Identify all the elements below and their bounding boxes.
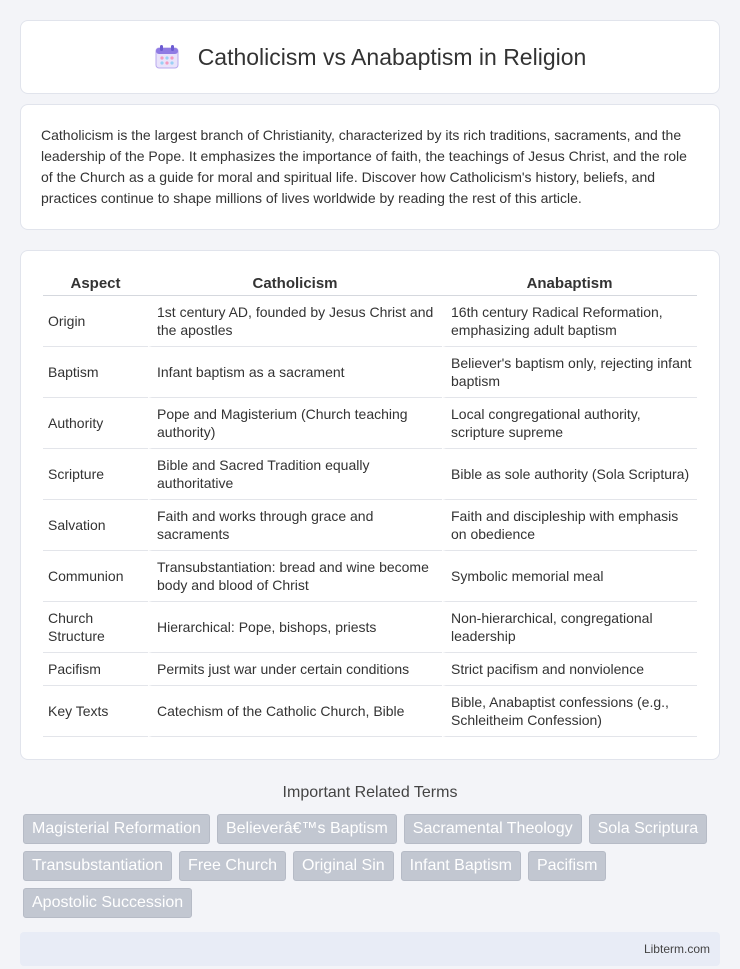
table-header-row <box>43 271 697 296</box>
catholicism-cell: Permits just war under certain conditions <box>148 653 442 686</box>
related-term-tag[interactable]: Original Sin <box>293 851 394 881</box>
related-terms-list <box>20 814 720 918</box>
table-row <box>43 500 697 551</box>
table-row <box>43 686 697 737</box>
catholicism-cell: Bible and Sacred Tradition equally authoritative <box>148 449 442 500</box>
table-row <box>43 653 697 686</box>
anabaptism-cell: Believer's baptism only, rejecting infant baptism <box>442 347 697 398</box>
related-term-tag[interactable]: Magisterial Reformation <box>23 814 210 844</box>
catholicism-cell: Infant baptism as a sacrament <box>148 347 442 398</box>
anabaptism-cell: Local congregational authority, scripture supreme <box>442 398 697 449</box>
anabaptism-cell: Bible as sole authority (Sola Scriptura) <box>442 449 697 500</box>
calendar-icon <box>154 44 180 70</box>
aspect-cell: Key Texts <box>43 686 148 737</box>
table-row <box>43 551 697 602</box>
anabaptism-cell: Strict pacifism and nonviolence <box>442 653 697 686</box>
page-header <box>20 20 720 94</box>
intro-text: Catholicism is the largest branch of Christianity, characterized by its rich traditions, sacraments, and the leadership of the Pope. It emphasizes the importance of faith, the teachings of Jesus Christ, and the role of the Church as a guide for moral and spiritual life. Discover how Catholicism's history, beliefs, and practices continue to shape millions of lives worldwide by reading the rest of this article. <box>41 127 687 206</box>
header-anabaptism: Anabaptism <box>442 271 697 296</box>
related-term-tag[interactable]: Transubstantiation <box>23 851 172 881</box>
comparison-table <box>43 271 697 737</box>
page-footer <box>20 932 720 966</box>
footer-site-link[interactable]: Libterm.com <box>643 942 710 956</box>
catholicism-cell: 1st century AD, founded by Jesus Christ and the apostles <box>148 296 442 347</box>
anabaptism-cell: 16th century Radical Reformation, emphasizing adult baptism <box>442 296 697 347</box>
related-term-tag[interactable]: Sola Scriptura <box>589 814 708 844</box>
header-aspect: Aspect <box>43 271 148 296</box>
aspect-cell: Salvation <box>43 500 148 551</box>
aspect-cell: Authority <box>43 398 148 449</box>
catholicism-cell: Hierarchical: Pope, bishops, priests <box>148 602 442 653</box>
header-catholicism: Catholicism <box>148 271 442 296</box>
related-term-tag[interactable]: Apostolic Succession <box>23 888 192 918</box>
related-term-tag[interactable]: Free Church <box>179 851 286 881</box>
related-term-tag[interactable]: Pacifism <box>528 851 606 881</box>
aspect-cell: Pacifism <box>43 653 148 686</box>
aspect-cell: Origin <box>43 296 148 347</box>
table-row <box>43 296 697 347</box>
anabaptism-cell: Non-hierarchical, congregational leadership <box>442 602 697 653</box>
catholicism-cell: Transubstantiation: bread and wine become body and blood of Christ <box>148 551 442 602</box>
page-title: Catholicism vs Anabaptism in Religion <box>197 43 587 70</box>
related-term-tag[interactable]: Sacramental Theology <box>404 814 582 844</box>
catholicism-cell: Pope and Magisterium (Church teaching authority) <box>148 398 442 449</box>
comparison-table-card <box>20 250 720 760</box>
anabaptism-cell: Bible, Anabaptist confessions (e.g., Schleitheim Confession) <box>442 686 697 737</box>
anabaptism-cell: Faith and discipleship with emphasis on obedience <box>442 500 697 551</box>
table-row <box>43 602 697 653</box>
table-row <box>43 449 697 500</box>
aspect-cell: Baptism <box>43 347 148 398</box>
table-row <box>43 398 697 449</box>
related-term-tag[interactable]: Believerâ€™s Baptism <box>217 814 397 844</box>
catholicism-cell: Faith and works through grace and sacraments <box>148 500 442 551</box>
related-term-tag[interactable]: Infant Baptism <box>401 851 521 881</box>
aspect-cell: Scripture <box>43 449 148 500</box>
related-terms-title: Important Related Terms <box>282 784 458 801</box>
catholicism-cell: Catechism of the Catholic Church, Bible <box>148 686 442 737</box>
intro-card <box>20 104 720 230</box>
aspect-cell: Communion <box>43 551 148 602</box>
anabaptism-cell: Symbolic memorial meal <box>442 551 697 602</box>
aspect-cell: Church Structure <box>43 602 148 653</box>
table-row <box>43 347 697 398</box>
